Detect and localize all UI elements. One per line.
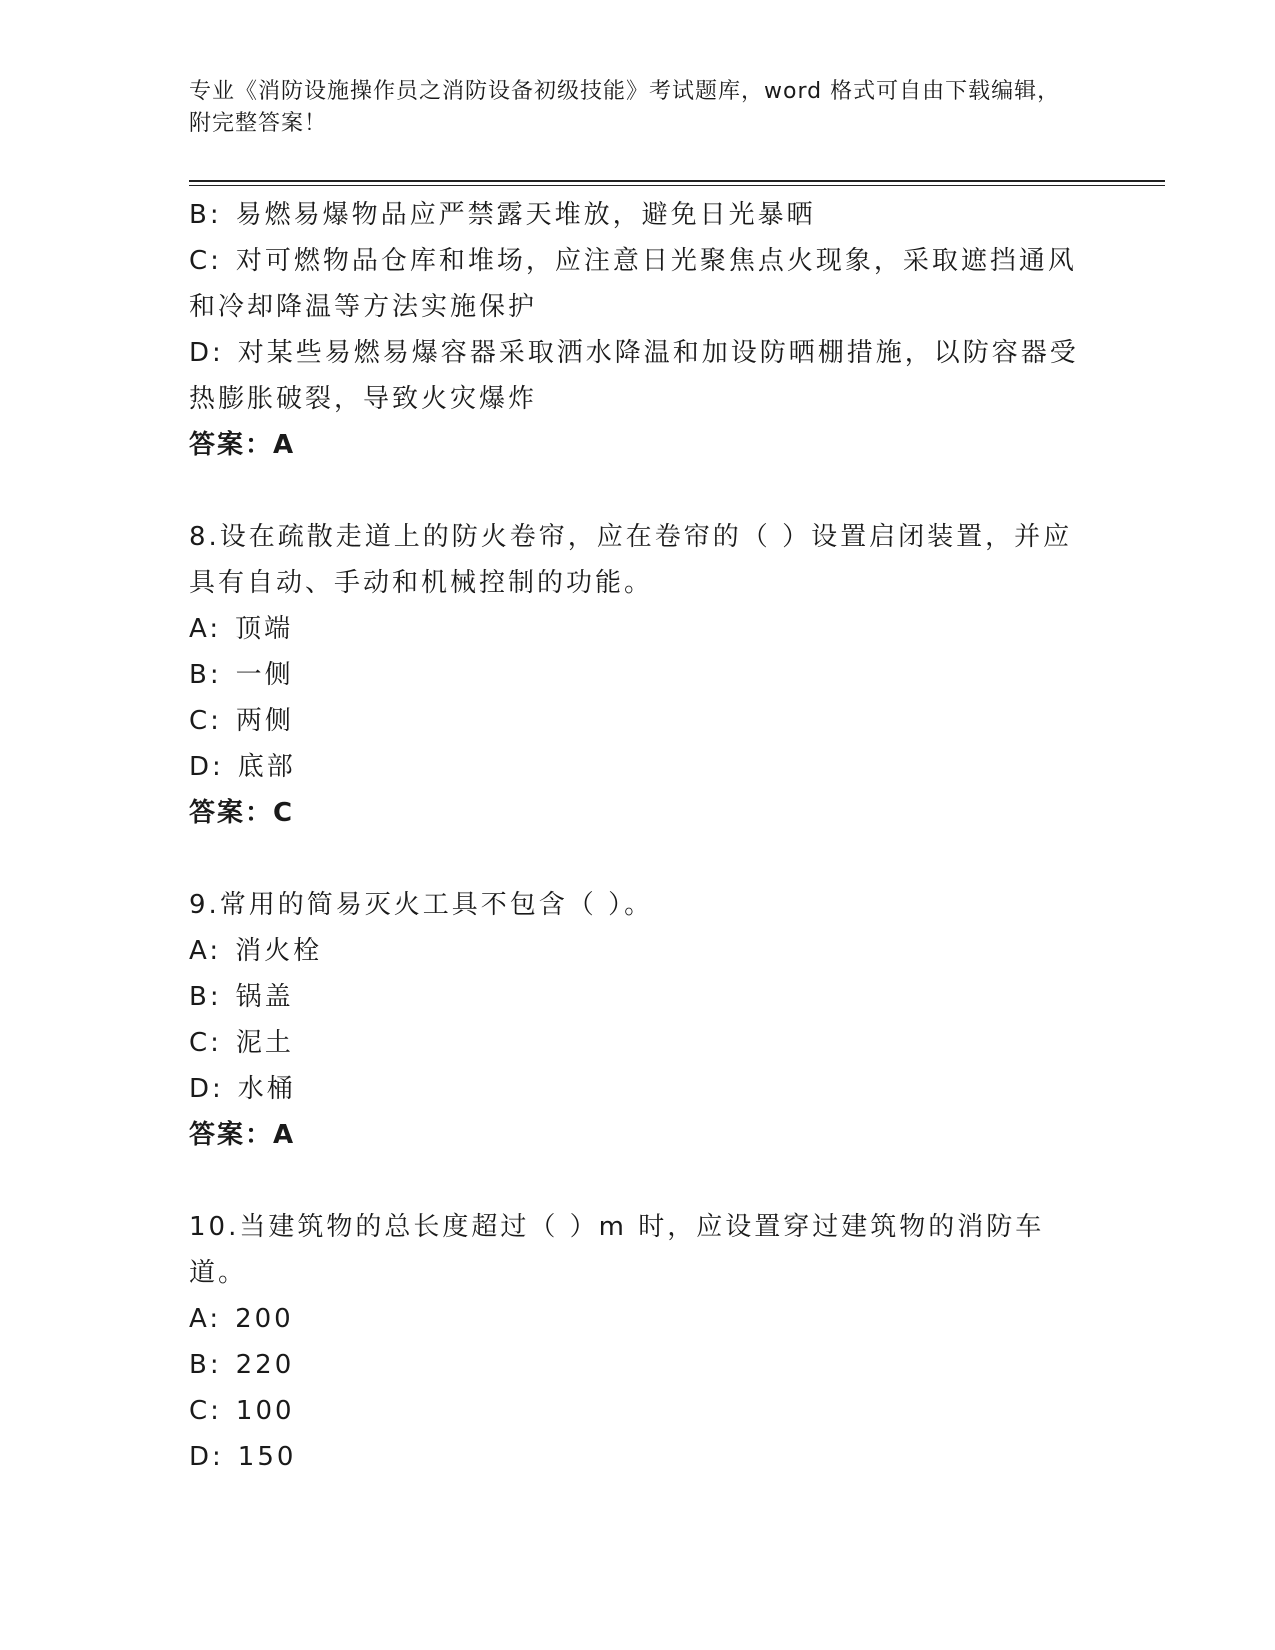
option-b: B: 一侧 <box>189 660 294 690</box>
question-content <box>189 192 1079 1480</box>
option-d: D: 150 <box>189 1442 297 1472</box>
option-d: D: 底部 <box>189 752 296 782</box>
option-d: D: 对某些易燃易爆容器采取洒水降温和加设防晒棚措施，以防容器受热膨胀破裂，导致火灾爆炸 <box>189 338 1079 414</box>
header-rule-thin <box>189 185 1165 186</box>
option-b: B: 220 <box>189 1350 295 1380</box>
spacer <box>189 468 1079 514</box>
spacer <box>189 1158 1079 1204</box>
option-c: C: 100 <box>189 1396 295 1426</box>
answer-line: 答案：A <box>189 1120 296 1150</box>
spacer <box>189 836 1079 882</box>
option-a: A: 200 <box>189 1304 294 1334</box>
option-c: C: 两侧 <box>189 706 294 736</box>
answer-line: 答案：C <box>189 798 295 828</box>
option-a: A: 顶端 <box>189 614 294 644</box>
option-c: C: 泥土 <box>189 1028 294 1058</box>
question-9-stem: 9.常用的简易灭火工具不包含（ ）。 <box>189 890 654 920</box>
option-b: B: 易燃易爆物品应严禁露天堆放，避免日光暴晒 <box>189 200 816 230</box>
option-a: A: 消火栓 <box>189 936 323 966</box>
header-rule-thick <box>189 180 1165 182</box>
option-b: B: 锅盖 <box>189 982 294 1012</box>
question-8-stem: 8.设在疏散走道上的防火卷帘，应在卷帘的（ ）设置启闭装置，并应具有自动、手动和机械控制的功能。 <box>189 522 1073 598</box>
answer-line: 答案：A <box>189 430 296 460</box>
question-10-stem: 10.当建筑物的总长度超过（ ）m 时，应设置穿过建筑物的消防车道。 <box>189 1212 1045 1288</box>
option-c: C: 对可燃物品仓库和堆场，应注意日光聚焦点火现象，采取遮挡通风和冷却降温等方法实施保护 <box>189 246 1077 322</box>
option-d: D: 水桶 <box>189 1074 296 1104</box>
document-header: 专业《消防设施操作员之消防设备初级技能》考试题库，word 格式可自由下载编辑，附完整答案！ <box>189 79 1061 136</box>
